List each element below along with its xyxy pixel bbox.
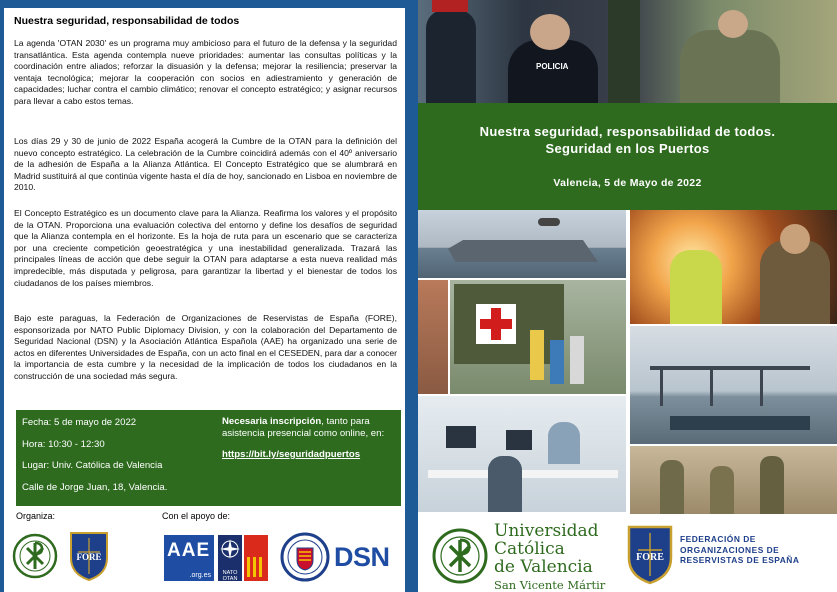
warship-photo [418,210,626,278]
ucv-name [494,522,605,592]
soldiers-photo [630,446,837,514]
police-photo [418,0,837,103]
event-address: Calle de Jorge Juan, 18, Valencia. [22,481,168,493]
firefighters-photo [630,210,837,324]
fore-line3: RESERVISTAS DE ESPAÑA [680,555,800,565]
event-location-date: Valencia, 5 de Mayo de 2022 [553,177,702,189]
aae-logo-icon [164,535,214,581]
registration-link[interactable]: https://bit.ly/seguridadpuertos [222,448,361,460]
left-page [4,8,405,592]
event-place: Lugar: Univ. Católica de Valencia [22,460,163,471]
aae-logo-text: AAE [167,540,211,561]
fore-shield-large-icon [626,524,674,586]
ucv-line4: San Vicente Mártir [494,578,606,592]
nato-logo-text: NATO OTAN [222,570,238,582]
title-band [418,103,837,210]
aae-logo-sub: .org.es [189,572,211,579]
dsn-logo: DSN [334,542,390,572]
fore-line1: FEDERACIÓN DE [680,534,756,544]
ucv-logo-icon [12,533,58,579]
ucv-line2: Católica [494,539,565,559]
nato-logo-icon [218,535,242,581]
ucv-logo-large-icon [432,528,488,584]
ucv-line1: Universidad [494,521,599,541]
registration-required: Necesaria inscripción [222,416,322,427]
event-title-line2: Seguridad en los Puertos [545,141,710,156]
government-seal-icon [280,532,330,582]
ucv-line3: de Valencia [494,557,593,577]
event-time: Hora: 10:30 - 12:30 [22,438,105,450]
paragraph-otan-2030: La agenda 'OTAN 2030' es un programa muy ambicioso para el futuro de la defensa y la seguridad transatlántica. Esta agenda contempla nueve prioridades: aumentar las consultas políticas y la coordinación entre aliados; reforzar la disuasión y la defensa; mejorar la resiliencia; preservar la ventaja tecnológica; mejorar la cooperación con socios en adiestramiento y generación de capacidades; luchar contra el cambio climático; renovar el concepto estratégico; y asignar recursos para llevar a cabo estos temas. [14,38,397,106]
registration-info [222,416,397,461]
registration-text: , tanto para asistencia presencial como online, en: [222,416,385,440]
paragraph-fore: Bajo este paraguas, la Federación de Organizaciones de Reservistas de España (FORE), esponsorizada por NATO Public Diplomacy Division, y con la colaboración del Departamento de Seguridad Nacional (DSN) y la Asociación Atlántica Española (AAE) ha organizado una serie de actos en diferentes Universidades de España, con un acto final en el CESEDEN, para dar a conocer la importancia de esta cumbre y la necesidad de la implicación de todos los ciudadanos en la construcción de una sociedad más segura. [14,313,397,381]
event-title-line1: Nuestra seguridad, responsabilidad de todos. [479,124,776,139]
event-title [418,123,837,157]
madrid-summit-logo-icon [244,535,268,581]
office-photo [418,396,626,512]
event-date: Fecha: 5 de mayo de 2022 [22,417,137,428]
page-title: Nuestra seguridad, responsabilidad de todos [14,15,240,27]
fore-name [680,534,799,566]
event-details [22,416,212,502]
fore-shield-text: FORE [76,552,102,562]
event-info-box [16,410,401,506]
fore-large-shield-text: FORE [636,552,664,563]
building-photo [418,280,448,394]
paragraph-cumbre: Los días 29 y 30 de junio de 2022 España acogerá la Cumbre de la OTAN para la definición del nuevo concepto estratégico. La celebración de la Cumbre coincidirá además con el 40º aniversario de la adhesión de España a la Alianza Atlántica. El Concepto Estratégico que se alumbrará en Madrid sustituirá al que continúa vigente hasta el día de hoy, sancionado en Lisboa en noviembre de 2010. [14,136,397,193]
fore-line2: ORGANIZACIONES DE [680,544,780,555]
right-page [418,0,837,592]
fore-shield-icon [68,530,110,582]
paragraph-concepto: El Concepto Estratégico es un documento clave para la Alianza. Reafirma los valores y el propósito de la OTAN. Proporciona una evaluación colectiva del entorno y define los desafíos de seguridad que la Alianza contempla en el horizonte. Es la hoja de ruta para un escenario que se caracteriza por una creciente competición geoestratégica y una inestabilidad generalizada. Trazará las principales líneas de acción que debe seguir la OTAN para adaptarse a esta nueva realidad más impredecible, más disputada y peligrosa, para garantizar la libertad y el bienestar de todos los ciudadanos de los países miembros. [14,208,397,288]
police-label: POLICIA [536,62,569,71]
organiza-label: Organiza: [16,511,56,521]
apoyo-label: Con el apoyo de: [162,511,231,521]
field-hospital-photo [450,280,626,394]
port-cranes-photo [630,326,837,444]
